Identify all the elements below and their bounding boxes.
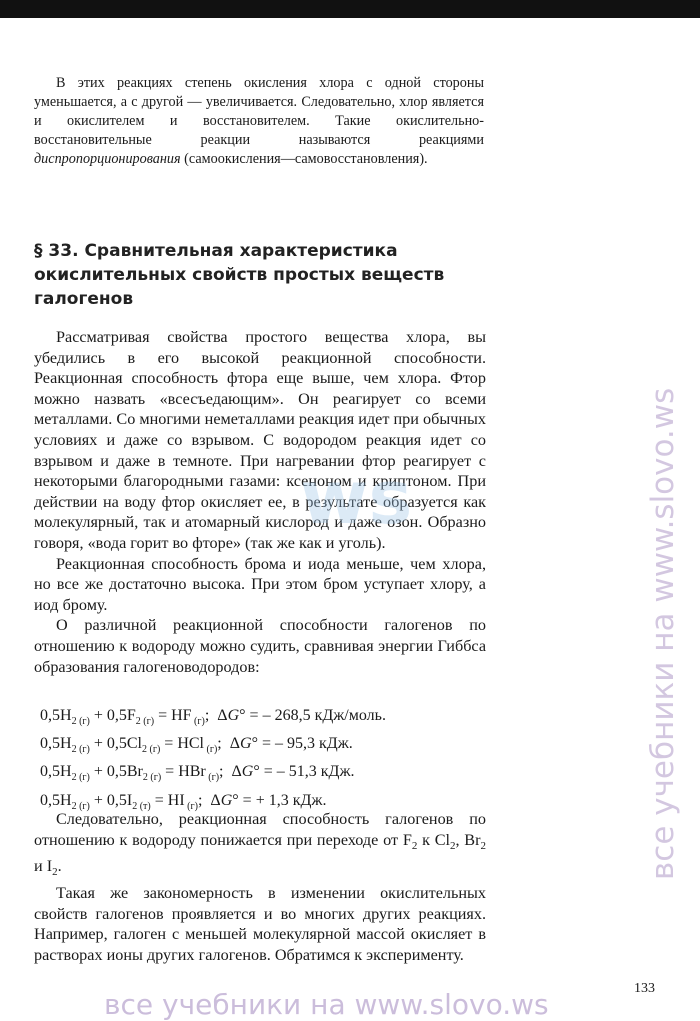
paragraph-1: Рассматривая свойства простого вещества хлора, вы убедились в его высокой реакционной способности. Реакционная способность фтора еще выше, чем хлора. Фтор можно назвать «всесъедающим». Он реагирует со всеми металлами. Со многими неметаллами реакция идет при обычных условиях и даже со взрывом. С водородом реакция идет со взрывом и даже в темноте. При нагревании фтор реагирует с некоторыми благородными газами: ксеноном и криптоном. При действии на воду фтор окисляет ее, в результате образуется как молекулярный, так и атомарный кислород и даже озон. Образно говоря, «вода горит во фторе» (так же как и уголь). — [34, 328, 486, 552]
equation-row: $0,5H_{2 (г)} + 0,5Cl_{2 (г)}$ = HCl $_{(г)}$; ΔG° = – 95,3 кДж. — [40, 735, 353, 756]
page-number: 133 — [634, 981, 655, 996]
section-heading: § 33. Сравнительная характеристика окислительных свойств простых веществ галогенов — [34, 241, 445, 309]
conclusion-text — [34, 809, 486, 966]
equations-block — [40, 705, 386, 818]
intro-paragraph — [34, 74, 484, 169]
equation-row: $0,5H_{2 (г)} + 0,5F_{2 (г)}$ = HF $_{(г)}$; ΔG° = – 268,5 кДж/моль. — [40, 707, 386, 728]
watermark-vertical: все учебники на www.slovo.ws — [645, 387, 681, 880]
watermark-bottom: все учебники на www.slovo.ws — [104, 988, 549, 1021]
intro-term: диспропорционирования — [34, 151, 181, 167]
scan-top-edge — [0, 0, 700, 18]
intro-tail: (самоокисления—самовосстановления). — [180, 151, 428, 167]
equation-row: $0,5H_{2 (г)} + 0,5I_{2 (т)}$ = HI $_{(г)}$; ΔG° = + 1,3 кДж. — [40, 791, 327, 812]
watermark-center: ws — [300, 455, 413, 541]
paragraph-2: Реакционная способность брома и иода меньше, чем хлора, но все же достаточно высока. При этом бром уступает хлору, а иод брому. — [34, 554, 486, 614]
equation-row: $0,5H_{2 (г)} + 0,5Br_{2 (г)}$ = HBr $_{(г)}$; ΔG° = – 51,3 кДж. — [40, 763, 355, 784]
intro-text: В этих реакциях степень окисления хлора с одной стороны уменьшается, а с другой — увеличивается. Следовательно, хлор является и окислителем и восстановителем. Такие окислительно-восстановительные реакции называются реакциями — [34, 75, 484, 148]
paragraph-3: О различной реакционной способности галогенов по отношению к водороду можно судить, сравнивая энергии Гиббса образования галогеноводородов: — [34, 616, 486, 676]
paragraph-4: Следовательно, реакционная способность галогенов по отношению к водороду понижается при переходе от $F_2$ к $Cl_2$, $Br_2$ и $I_2$. — [34, 810, 486, 879]
paragraph-5: Такая же закономерность в изменении окислительных свойств галогенов проявляется и во многих других реакциях. Например, галоген с меньшей молекулярной массой окисляет в растворах ионы других галогенов. Обратимся к эксперименту. — [34, 884, 486, 965]
body-text — [34, 327, 486, 677]
